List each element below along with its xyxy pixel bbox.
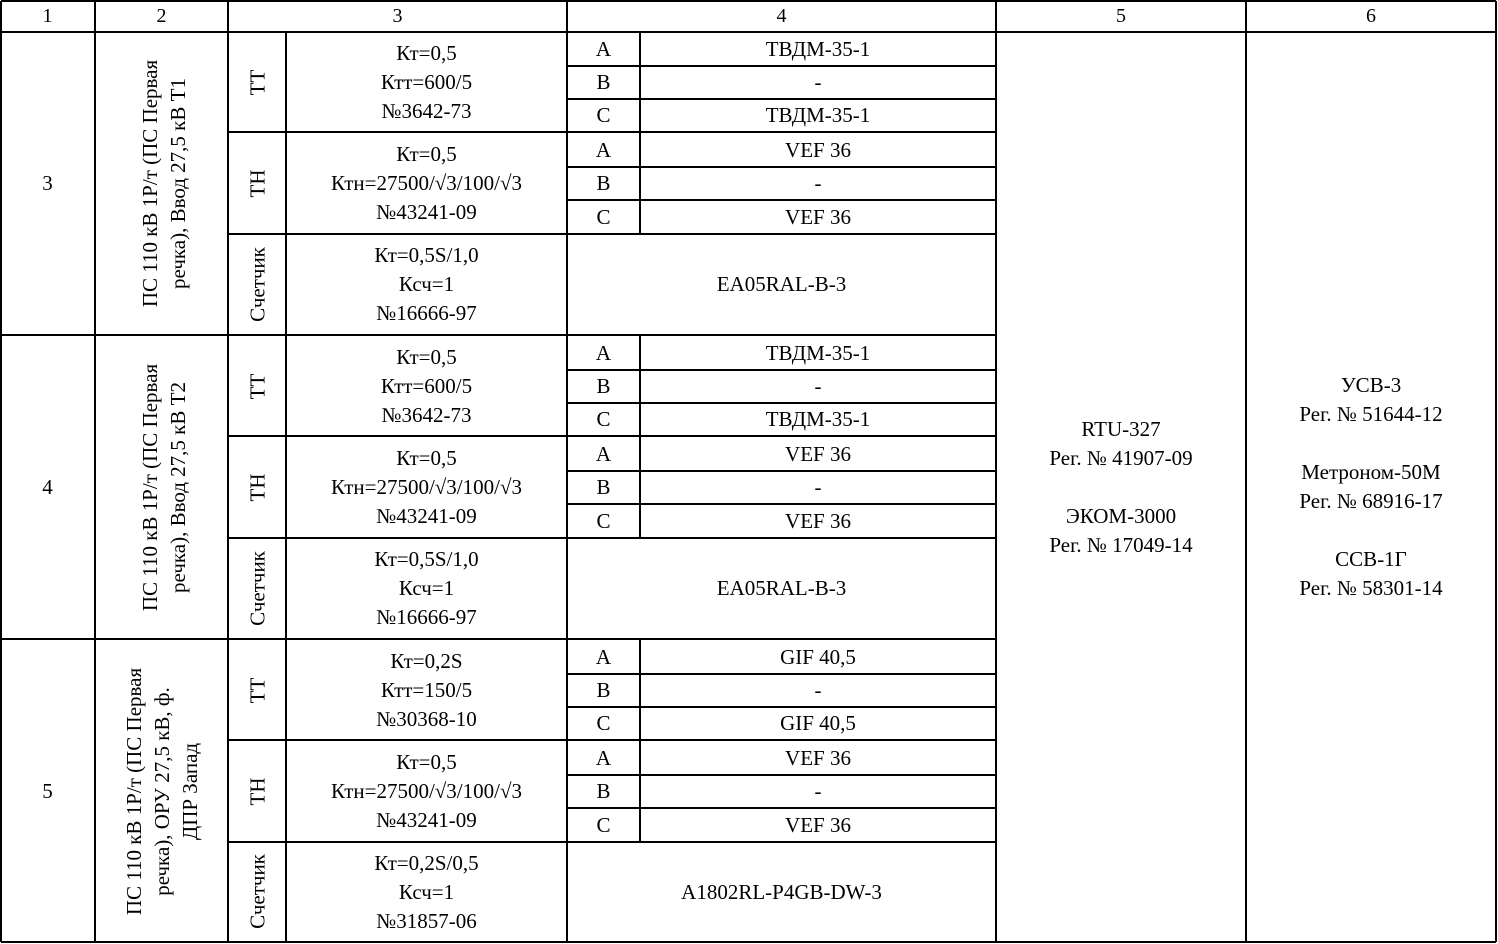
servers-cell: RTU-327 Рег. № 41907-09 ЭКОМ-3000 Рег. № 17049-14 <box>1049 416 1193 557</box>
group-type-meter: Счетчик <box>245 247 269 322</box>
meter-model: ЕА05RAL-B-3 <box>716 272 847 296</box>
phase-label: В <box>596 779 611 803</box>
group-params-meter: Кт=0,5S/1,0 Ксч=1 №16666-97 <box>374 243 479 325</box>
phase-model: - <box>814 374 822 398</box>
group-type-tn: ТН <box>245 169 269 198</box>
group-type-meter: Счетчик <box>245 854 269 929</box>
group-type-tt: ТТ <box>245 373 269 400</box>
row-number: 4 <box>42 475 53 499</box>
phase-label: В <box>596 171 611 195</box>
phase-label: С <box>596 508 611 533</box>
phase-label: А <box>595 36 612 61</box>
phase-label: В <box>596 70 611 94</box>
phase-label: В <box>596 678 611 702</box>
phase-model: - <box>814 171 822 195</box>
phase-model: ТВДМ-35-1 <box>765 340 871 365</box>
phase-model: - <box>814 475 822 499</box>
phase-model: VEF 36 <box>785 812 851 837</box>
header-col-2: 2 <box>156 4 167 27</box>
group-params-tt: Кт=0,5 Ктт=600/5 №3642-73 <box>380 344 473 427</box>
header-col-3: 3 <box>392 4 403 27</box>
time-sync-cell: УСВ-3 Рег. № 51644-12 Метроном-50М Рег. № 68916-17 ССВ-1Г Рег. № 58301-14 <box>1299 373 1443 600</box>
phase-label: А <box>595 745 612 770</box>
phase-model: VEF 36 <box>785 204 851 229</box>
phase-label: А <box>595 137 612 162</box>
group-params-tn: Кт=0,5 Ктн=27500/√3/100/√3 №43241-09 <box>330 445 523 528</box>
header-col-6: 6 <box>1366 4 1376 27</box>
phase-model: - <box>814 70 822 94</box>
group-params-tt: Кт=0,2S Ктт=150/5 №30368-10 <box>376 648 477 731</box>
row-number: 3 <box>42 171 53 195</box>
phase-label: С <box>596 103 611 127</box>
phase-label: В <box>596 475 611 499</box>
group-params-tn: Кт=0,5 Ктн=27500/√3/100/√3 №43241-09 <box>330 749 523 832</box>
phase-model: ТВДМ-35-1 <box>765 103 871 127</box>
row-object-name: ПС 110 кВ 1Р/т (ПС Первая речка), Ввод 27,5 кВ Т2 <box>137 363 190 612</box>
group-type-tt: ТТ <box>245 677 269 704</box>
phase-model: VEF 36 <box>785 137 851 162</box>
group-type-meter: Счетчик <box>245 551 269 626</box>
group-params-meter: Кт=0,2S/0,5 Ксч=1 №31857-06 <box>374 850 479 933</box>
phase-model: VEF 36 <box>785 508 851 533</box>
phase-model: - <box>814 779 822 803</box>
phase-model: GIF 40,5 <box>780 644 856 669</box>
phase-model: ТВДМ-35-1 <box>765 36 871 61</box>
meter-model: ЕА05RAL-B-3 <box>716 576 847 600</box>
phase-model: GIF 40,5 <box>780 711 856 735</box>
row-number: 5 <box>42 778 53 803</box>
row-object-name: ПС 110 кВ 1Р/т (ПС Первая речка), Ввод 27,5 кВ Т1 <box>137 59 190 308</box>
group-type-tt: ТТ <box>245 69 269 96</box>
group-type-tn: ТН <box>245 777 269 806</box>
phase-model: ТВДМ-35-1 <box>765 407 871 431</box>
group-params-meter: Кт=0,5S/1,0 Ксч=1 №16666-97 <box>374 547 479 629</box>
phase-label: А <box>595 441 612 466</box>
phase-model: VEF 36 <box>785 745 851 770</box>
phase-label: С <box>596 812 611 837</box>
group-type-tn: ТН <box>245 473 269 502</box>
phase-label: С <box>596 407 611 431</box>
phase-label: В <box>596 374 611 398</box>
phase-label: А <box>595 644 612 669</box>
phase-label: С <box>596 204 611 229</box>
phase-label: С <box>596 711 611 735</box>
group-params-tn: Кт=0,5 Ктн=27500/√3/100/√3 №43241-09 <box>330 141 523 224</box>
header-col-1: 1 <box>42 4 53 27</box>
row-object-name: ПС 110 кВ 1Р/т (ПС Первая речка), ОРУ 27,5 кВ, ф. ДПР Запад <box>121 667 202 916</box>
group-params-tt: Кт=0,5 Ктт=600/5 №3642-73 <box>380 40 473 123</box>
meter-model: А1802RL-P4GB-DW-3 <box>681 879 882 904</box>
phase-model: VEF 36 <box>785 441 851 466</box>
phase-model: - <box>814 678 822 702</box>
phase-label: А <box>595 340 612 365</box>
header-col-5: 5 <box>1116 4 1126 27</box>
header-col-4: 4 <box>776 4 787 27</box>
